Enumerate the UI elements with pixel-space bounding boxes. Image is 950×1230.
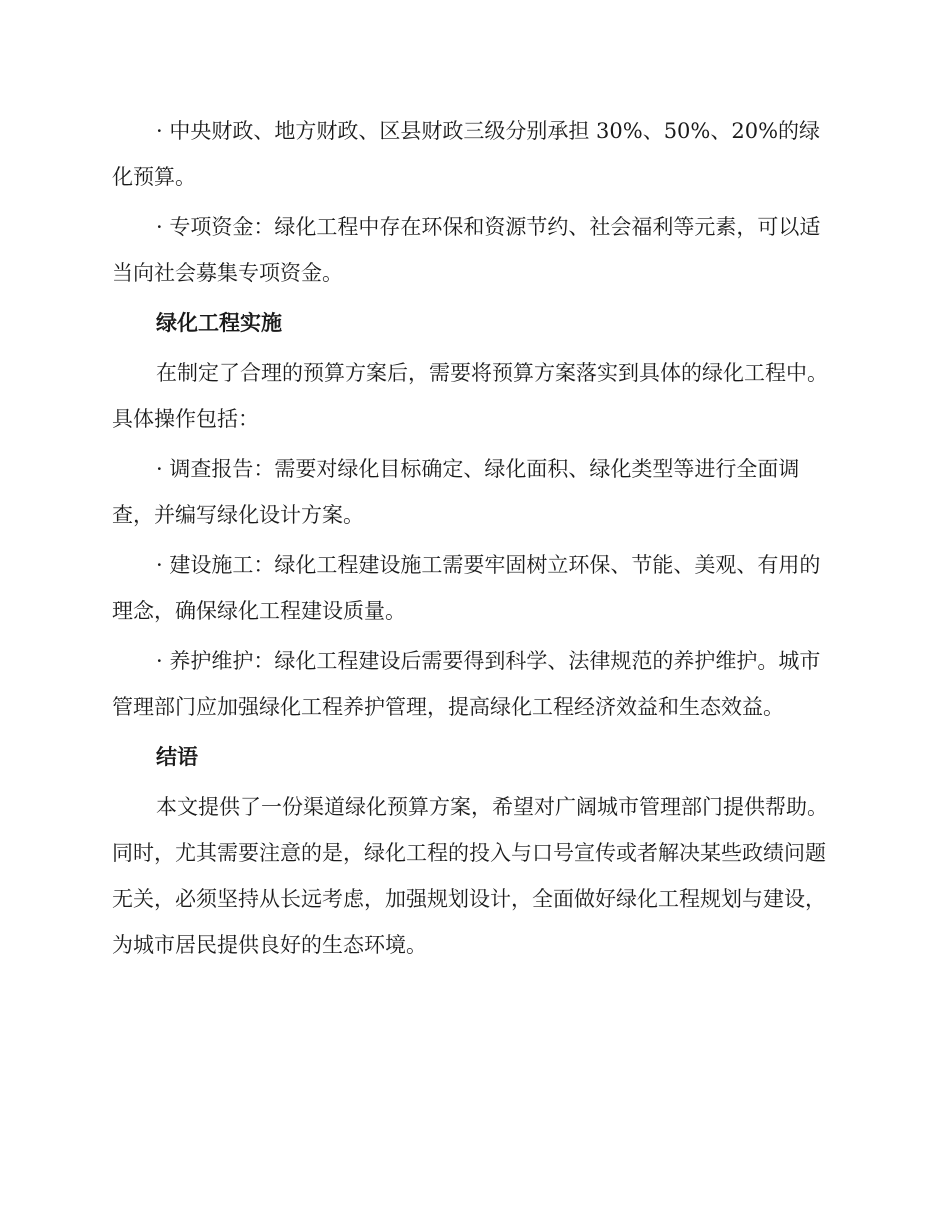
special-fund-bullet: · 专项资金：绿化工程中存在环保和资源节约、社会福利等元素，可以适当向社会募集专项资金。 [112, 215, 821, 285]
conclusion-paragraph: 本文提供了一份渠道绿化预算方案，希望对广阔城市管理部门提供帮助。同时，尤其需要注意的是，绿化工程的投入与口号宣传或者解决某些政绩问题无关，必须坚持从长远考虑，加强规划设计，全面做好绿化工程规划与建设，为城市居民提供良好的生态环境。 [112, 795, 828, 957]
survey-report-bullet: · 调查报告：需要对绿化目标确定、绿化面积、绿化类型等进行全面调查，并编写绿化设计方案。 [112, 457, 800, 527]
maintenance-bullet: · 养护维护：绿化工程建设后需要得到科学、法律规范的养护维护。城市管理部门应加强绿化工程养护管理，提高绿化工程经济效益和生态效益。 [112, 649, 821, 719]
section-heading-implementation: 绿化工程实施 [156, 311, 282, 335]
document-body [112, 108, 832, 972]
budget-share-bullet: · 中央财政、地方财政、区县财政三级分别承担 30%、50%、20%的绿化预算。 [112, 119, 821, 189]
construction-bullet: · 建设施工：绿化工程建设施工需要牢固树立环保、节能、美观、有用的理念，确保绿化工程建设质量。 [112, 553, 821, 623]
implementation-intro: 在制定了合理的预算方案后，需要将预算方案落实到具体的绿化工程中。具体操作包括： [112, 361, 828, 431]
section-heading-conclusion: 结语 [156, 745, 198, 769]
